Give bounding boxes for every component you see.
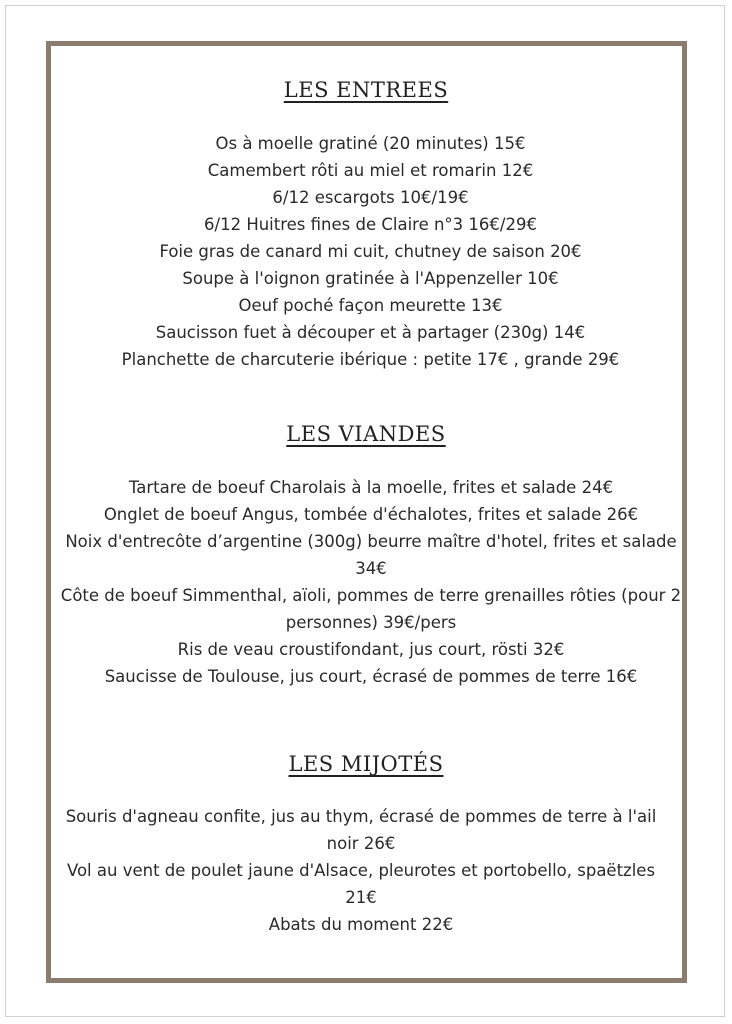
menu-item: Saucisse de Toulouse, jus court, écrasé de pommes de terre 16€	[104, 667, 638, 686]
menu-item: Abats du moment 22€	[268, 915, 454, 934]
menu-item: 6/12 escargots 10€/19€	[272, 188, 469, 207]
section-title-viandes	[0, 422, 732, 446]
menu-item: Noix d'entrecôte d’argentine (300g) beurre maître d'hotel, frites et salade 34€	[65, 532, 677, 578]
entrees-title-text: LES ENTREES	[283, 78, 449, 102]
menu-item: Côte de boeuf Simmenthal, aïoli, pommes de terre grenailles rôties (pour 2 personnes) 39€/pers	[60, 586, 682, 632]
menu-item: Oeuf poché façon meurette 13€	[238, 296, 503, 315]
menu-item: Soupe à l'oignon gratinée à l'Appenzeller 10€	[182, 269, 559, 288]
section-title-mijotes	[0, 752, 732, 776]
menu-item: Tartare de boeuf Charolais à la moelle, frites et salade 24€	[128, 478, 614, 497]
entrees-list	[50, 130, 691, 373]
menu-item: Planchette de charcuterie ibérique : petite 17€ , grande 29€	[121, 350, 620, 369]
menu-item: Camembert rôti au miel et romarin 12€	[207, 161, 534, 180]
menu-item: Vol au vent de poulet jaune d'Alsace, pleurotes et portobello, spaëtzles 21€	[66, 861, 656, 907]
menu-item: Souris d'agneau confite, jus au thym, écrasé de pommes de terre à l'ail noir 26€	[65, 807, 657, 853]
menu-item: Foie gras de canard mi cuit, chutney de saison 20€	[159, 242, 582, 261]
mijotes-list	[55, 803, 667, 938]
menu-item: Os à moelle gratiné (20 minutes) 15€	[215, 134, 526, 153]
menu-item: Ris de veau croustifondant, jus court, rösti 32€	[177, 640, 565, 659]
menu-item: 6/12 Huitres fines de Claire n°3 16€/29€	[204, 215, 537, 234]
menu-item: Onglet de boeuf Angus, tombée d'échalotes, frites et salade 26€	[103, 505, 639, 524]
viandes-list	[60, 474, 682, 690]
mijotes-title-text: LES MIJOTÉS	[288, 752, 444, 776]
menu-item: Saucisson fuet à découper et à partager (230g) 14€	[155, 323, 586, 342]
viandes-title-text: LES VIANDES	[286, 422, 446, 446]
section-title-entrees	[0, 78, 732, 102]
